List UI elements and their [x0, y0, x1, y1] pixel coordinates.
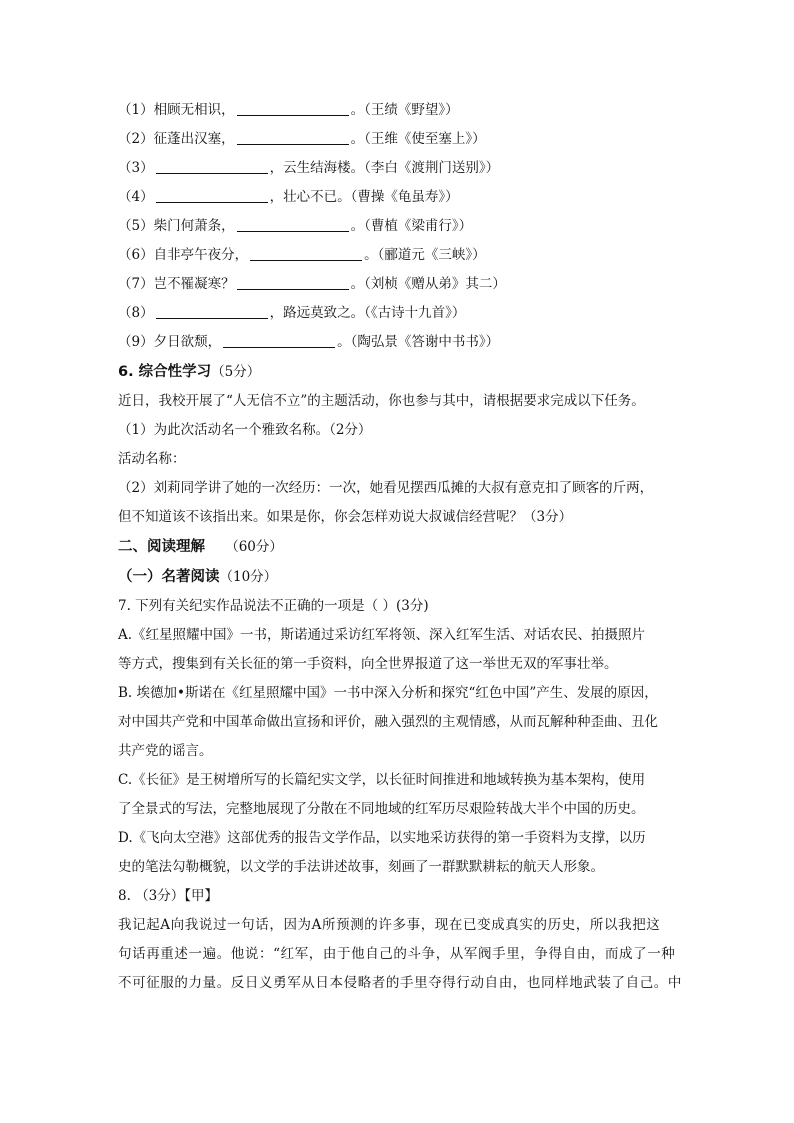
poem-line: [118, 299, 688, 328]
poem-line: [118, 270, 688, 299]
verse-source: 。（郦道元《三峡》）: [364, 247, 486, 263]
item-number: （5）: [118, 218, 154, 234]
question-7-stem: 7. 下列有关纪实作品说法不正确的一项是（ ）(3分): [118, 598, 429, 614]
answer-blank[interactable]: [237, 130, 349, 145]
answer-blank[interactable]: [156, 188, 268, 203]
verse-source: ，路远莫致之。（《古诗十九首》）: [269, 305, 466, 321]
option-b: B. 埃德加•斯诺在《红星照耀中国》一书中深入分析和探究“红色中国”产生、发展的原因， 对中国共产党和中国革命做出宣扬和评价，融入强烈的主观情感，从而瓦解种种歪曲、丑化 共产党的谣言。: [118, 685, 658, 759]
verse-source: 。（曹植《梁甫行》）: [350, 218, 473, 234]
question-6-sub2-line1: （2）刘莉同学讲了她的一次经历：一次，她看见摆西瓜摊的大叔有意克扣了顾客的斤两，: [118, 480, 654, 496]
poem-line: [118, 96, 688, 125]
question-6-intro: 近日，我校开展了“人无信不立”的主题活动，你也参与其中，请根据要求完成以下任务。: [118, 393, 645, 409]
item-number: （8）: [118, 305, 154, 321]
item-number: （4）: [118, 189, 154, 205]
activity-name-label: 活动名称：: [118, 451, 186, 467]
option-a: A.《红星照耀中国》一书，斯诺通过采访红军将领、深入红军生活、对话农民、拍摄照片 等方式，搜集到有关长征的第一手资料，向全世界报道了这一举世无双的军事壮举。: [118, 627, 646, 672]
item-number: （9）: [118, 334, 154, 350]
verse-source: 。（王绩《野望》）: [350, 102, 459, 118]
question-6-heading: 6. 综合性学习（5分）: [118, 364, 261, 380]
answer-blank[interactable]: [237, 275, 349, 290]
answer-blank[interactable]: [237, 101, 349, 116]
poem-line: [118, 183, 688, 212]
verse-text: 岂不罹凝寒？: [153, 276, 235, 292]
verse-source: 。（王维《使至塞上》）: [350, 131, 486, 147]
item-number: （2）: [118, 131, 154, 147]
question-8-head: 8. （3分）【甲】: [118, 888, 219, 904]
poem-line: [118, 328, 688, 357]
poem-fill-in-list: [118, 96, 688, 357]
option-c: C.《长征》是王树增所写的长篇纪实文学，以长征时间推进和地域转换为基本架构，使用 了全景式的写法，完整地展现了分散在不同地域的红军历尽艰险转战大半个中国的历史。: [118, 772, 646, 817]
poem-line: [118, 212, 688, 241]
verse-text: 自非亭午夜分，: [153, 247, 249, 263]
verse-text: 相顾无相识，: [153, 102, 235, 118]
verse-source: 。（刘桢《赠从弟》其二）: [350, 276, 506, 292]
answer-blank[interactable]: [250, 246, 362, 261]
question-6-sub1: （1）为此次活动名一个雅致名称。（2分）: [118, 422, 372, 438]
poem-line: [118, 154, 688, 183]
poem-line: [118, 125, 688, 154]
exam-page: [118, 96, 688, 998]
item-number: （6）: [118, 247, 154, 263]
answer-blank[interactable]: [156, 304, 268, 319]
verse-source: ，云生结海楼。（李白《渡荆门送别》）: [269, 160, 500, 176]
verse-source: 。（陶弘景《答谢中书书》）: [337, 334, 500, 350]
verse-text: 夕日欲颓，: [153, 334, 222, 350]
part-1-heading: （一）名著阅读（10分）: [118, 569, 278, 585]
answer-blank[interactable]: [223, 333, 335, 348]
item-number: （3）: [118, 160, 154, 176]
item-number: （7）: [118, 276, 154, 292]
passage-jia: 我记起A向我说过一句话，因为A所预测的许多事，现在已变成真实的历史，所以我把这 句话再重述一遍。他说：“红军，由于他自己的斗争，从军阀手里，争得自由，而成了一种 不可征服的力量。反日义勇军从日本侵略者的手里夺得行动自由，也同样地武装了自己。中: [118, 917, 682, 991]
option-d: D.《飞向太空港》这部优秀的报告文学作品，以实地采访获得的第一手资料为支撑，以历 史的笔法勾勒概貌，以文学的手法讲述故事，刻画了一群默默耕耘的航天人形象。: [118, 830, 646, 875]
answer-blank[interactable]: [156, 159, 268, 174]
question-6-sub2-line2: 但不知道该不该指出来。如果是你，你会怎样劝说大叔诚信经营呢？（3分）: [118, 509, 573, 525]
section-2-heading: 二、阅读理解 （60分）: [118, 539, 283, 555]
answer-blank[interactable]: [237, 217, 349, 232]
verse-source: ，壮心不已。（曹操《龟虽寿》）: [269, 189, 459, 205]
verse-text: 柴门何萧条，: [153, 218, 235, 234]
poem-line: [118, 241, 688, 270]
item-number: （1）: [118, 102, 154, 118]
verse-text: 征蓬出汉塞，: [153, 131, 235, 147]
